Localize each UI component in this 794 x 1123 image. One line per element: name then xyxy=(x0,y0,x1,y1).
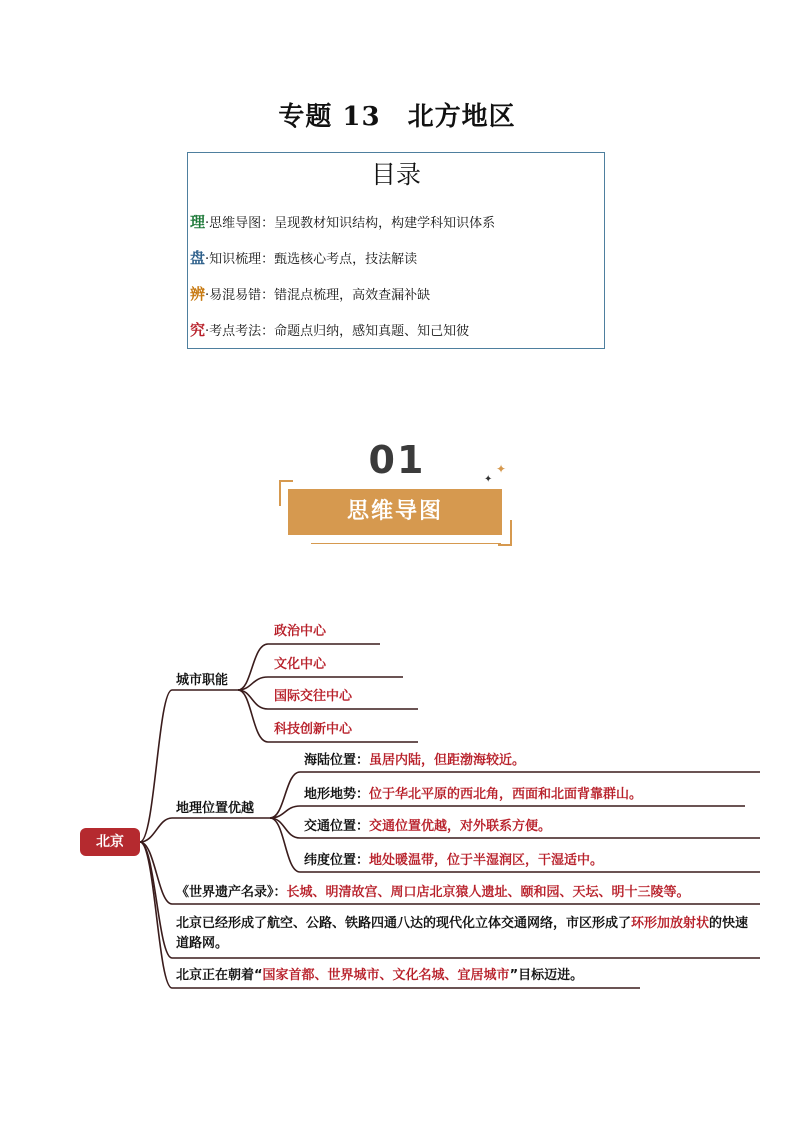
heritage-line: 《世界遗产名录》：长城、明清故宫、周口店北京猿人遗址、颐和园、天坛、明十三陵等。 xyxy=(176,885,690,900)
toc-key: 理 xyxy=(190,213,206,231)
page-title: 专题 13 北方地区 xyxy=(278,102,516,132)
toc-key: 盘 xyxy=(190,249,206,267)
toc-name: 考点考法： xyxy=(209,324,275,339)
toc-key: 辨 xyxy=(190,285,206,303)
toc-row: 辨·易混易错：错混点梳理，高效查漏补缺 xyxy=(190,285,431,303)
toc-name: 思维导图： xyxy=(209,216,275,231)
toc-name: 易混易错： xyxy=(209,288,275,303)
geo-item: 地形地势：位于华北平原的西北角，西面和北面背靠群山。 xyxy=(304,787,643,802)
transport-paragraph: 北京已经形成了航空、公路、铁路四通八达的现代化立体交通网络，市区形成了环形加放射状的快速道路网。 xyxy=(176,916,749,951)
toc-row: 究·考点考法：命题点归纳，感知真题、知己知彼 xyxy=(190,321,470,339)
toc-desc: 错混点梳理，高效查漏补缺 xyxy=(274,288,431,303)
mindmap-root: 北京 xyxy=(80,828,140,856)
toc-desc: 呈现教材知识结构，构建学科知识体系 xyxy=(274,216,496,231)
city-item: 国际交往中心 xyxy=(274,689,353,704)
toc-key: 究 xyxy=(190,321,206,339)
toc-heading: 目录 xyxy=(370,160,421,189)
city-item: 政治中心 xyxy=(274,624,327,639)
geo-item: 海陆位置：虽居内陆，但距渤海较近。 xyxy=(304,753,526,768)
toc-row: 理·思维导图：呈现教材知识结构，构建学科知识体系 xyxy=(190,213,496,231)
sparkle-icon: ✦ xyxy=(496,462,507,476)
goal-line: 北京正在朝着“国家首都、世界城市、文化名城、宜居城市”目标迈进。 xyxy=(176,968,584,983)
city-item: 文化中心 xyxy=(274,657,327,672)
branch-geo-label: 地理位置优越 xyxy=(176,801,255,816)
toc-name: 知识梳理： xyxy=(209,252,275,267)
geo-item: 纬度位置：地处暖温带，位于半湿润区，干湿适中。 xyxy=(304,853,604,868)
section-number: 01 xyxy=(368,438,426,482)
toc-desc: 命题点归纳，感知真题、知己知彼 xyxy=(274,324,470,339)
sparkle-icon: ✦ xyxy=(484,474,493,485)
geo-item: 交通位置：交通位置优越，对外联系方便。 xyxy=(304,819,552,834)
toc-desc: 甄选核心考点，技法解读 xyxy=(274,252,418,267)
branch-city-label: 城市职能 xyxy=(176,673,229,688)
toc-row: 盘·知识梳理：甄选核心考点，技法解读 xyxy=(190,249,418,267)
city-item: 科技创新中心 xyxy=(274,722,353,737)
section-label: 思维导图 xyxy=(288,489,502,535)
